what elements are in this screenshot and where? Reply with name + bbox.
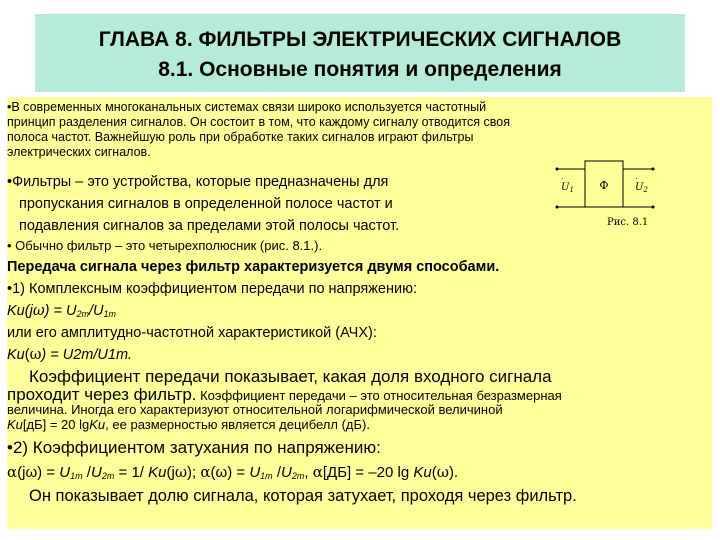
- paragraph-line: •В современных многоканальных системах связи широко используется частотный: [7, 100, 487, 114]
- paragraph-line: •Фильтры – это устройства, которые предназначены для: [7, 174, 389, 190]
- paragraph-line: пропускания сигналов в определенной полосе частот и: [19, 196, 393, 212]
- block-label: Ф: [599, 179, 609, 192]
- content-panel: [7, 97, 712, 529]
- paragraph-line: электрических сигналов.: [7, 145, 151, 159]
- filter-diagram: [555, 159, 655, 231]
- paragraph-line: принцип разделения сигналов. Он состоит в том, что каждому сигналу отводится своя: [7, 115, 510, 129]
- paragraph-line: Ku[дБ] = 20 lgKu, ее размерностью является децибелл (дБ).: [7, 417, 370, 432]
- paragraph-line: подавления сигналов за пределами этой полосы частот.: [19, 218, 400, 234]
- svg-text:·: ·: [635, 174, 638, 183]
- paragraph-heading: Передача сигнала через фильтр характеризуется двумя способами.: [7, 259, 500, 275]
- title-banner: [35, 14, 685, 92]
- paragraph-line: величина. Иногда его характеризуют относительной логарифмической величиной: [7, 402, 503, 417]
- formula-line: Ku(ω) = U2m/U1m.: [7, 347, 133, 363]
- paragraph-line: полоса частот. Важнейшую роль при обработке таких сигналов играют фильтры: [7, 130, 474, 144]
- paragraph-line: • Обычно фильтр – это четырехполюсник (рис. 8.1.).: [7, 238, 323, 253]
- paragraph-line: •1) Комплексным коэффициентом передачи по напряжению:: [7, 281, 417, 297]
- paragraph-line: или его амплитудно-частотной характеристикой (АЧХ):: [7, 325, 377, 341]
- figure-caption: Рис. 8.1: [607, 217, 649, 228]
- paragraph-line: Он показывает долю сигнала, которая затухает, проходя через фильтр.: [29, 487, 577, 505]
- formula-line: $Ku(j\omega) = U_{2m}/U_{1m}$: [7, 303, 116, 319]
- svg-text:·: ·: [561, 174, 564, 183]
- paragraph-line: •2) Коэффициентом затухания по напряжению:: [7, 438, 381, 457]
- input-voltage-label: $U_1$: [561, 182, 574, 194]
- paragraph-line: Коэффициент передачи показывает, какая доля входного сигнала: [29, 367, 552, 386]
- paragraph-line: проходит через фильтр. Коэффициент передачи – это относительная безразмерная: [7, 385, 562, 404]
- output-voltage-label: $U_2$: [635, 182, 648, 194]
- section-title: 8.1. Основные понятия и определения: [158, 58, 562, 81]
- formula-line: $\alpha(j\omega) = U_{1m}$ $/U_{2m} = 1/$ Ku(jω); $\alpha(\omega) = U_{1m}$ $/U_{2m}$, α[ДБ] = –20 lg Ku(ω).: [7, 463, 459, 481]
- four-pole-network-icon: [555, 159, 655, 231]
- chapter-title: ГЛАВА 8. ФИЛЬТРЫ ЭЛЕКТРИЧЕСКИХ СИГНАЛОВ: [98, 28, 622, 51]
